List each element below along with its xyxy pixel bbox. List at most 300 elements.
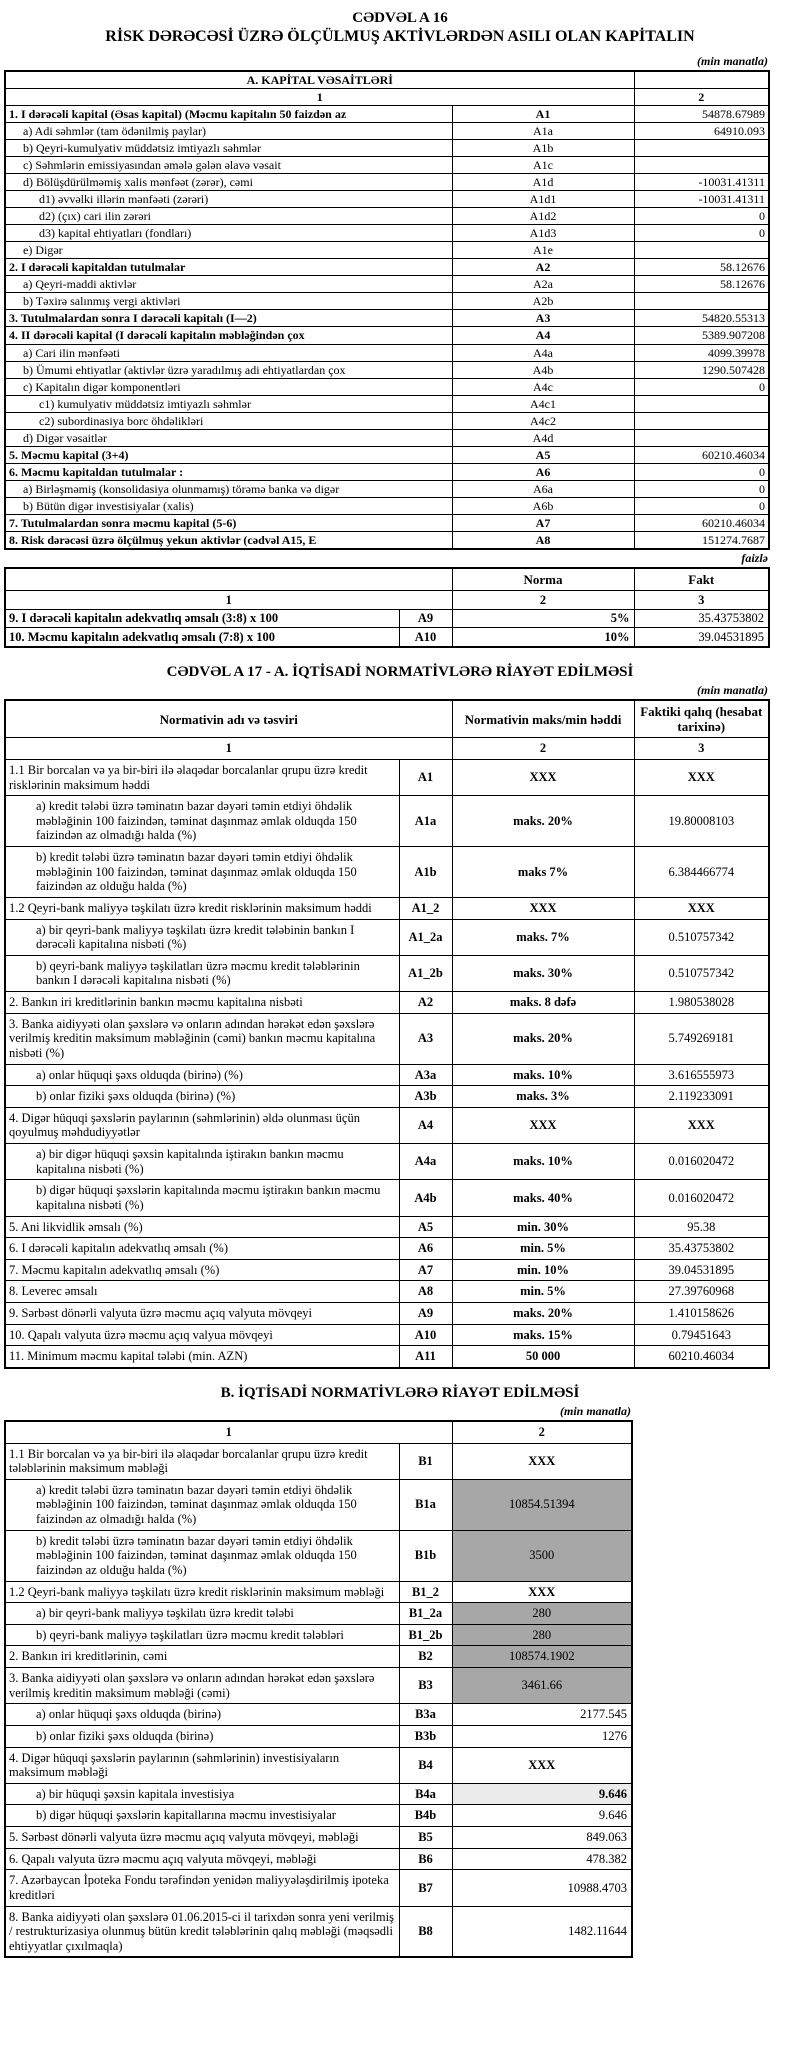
row-code: B1	[399, 1443, 452, 1479]
row-code: A1e	[452, 242, 634, 259]
row-fact: 1.410158626	[634, 1303, 769, 1325]
row-limit: 50 000	[452, 1346, 634, 1368]
row-code: A1_2b	[399, 955, 452, 991]
row-code: A1d1	[452, 191, 634, 208]
row-label: b) qeyri-bank maliyyə təşkilatları üzrə məcmu kredit tələbləri	[5, 1624, 399, 1646]
row-fact: 5.749269181	[634, 1013, 769, 1064]
row-fact: 0.016020472	[634, 1144, 769, 1180]
row-label: b) Bütün digər investisiyalar (xalis)	[5, 497, 452, 514]
ratios-header-empty-cell	[5, 568, 452, 591]
row-value: 54878.67989	[634, 106, 769, 123]
row-code: B7	[399, 1870, 452, 1906]
column-number-row	[5, 738, 769, 760]
row-value	[634, 429, 769, 446]
row-label: 8. Leverec əmsalı	[5, 1281, 399, 1303]
row-code: B5	[399, 1827, 452, 1849]
table-row	[5, 497, 769, 514]
page-subtitle: RİSK DƏRƏCƏSİ ÜZRƏ ÖLÇÜLMUŞ AKTİVLƏRDƏN ASILI OLAN KAPİTALIN	[105, 28, 695, 45]
row-label: 5. Ani likvidlik əmsalı (%)	[5, 1216, 399, 1238]
table-row	[5, 1281, 769, 1303]
table-row	[5, 1805, 632, 1827]
row-value: -10031.41311	[634, 174, 769, 191]
col-number: 2	[634, 89, 769, 106]
row-fact: 1.980538028	[634, 992, 769, 1014]
row-label: 3. Banka aidiyyəti olan şəxslərə və onların adından hərəkət edən şəxslərə verilmiş kreditin maksimum məbləği (cəmi)	[5, 1668, 399, 1704]
table-row	[5, 1725, 632, 1747]
row-value: 0	[634, 225, 769, 242]
table-row	[5, 480, 769, 497]
row-label: a) bir qeyri-bank maliyyə təşkilatı üzrə kredit tələbi	[5, 1603, 399, 1625]
table-row	[5, 1259, 769, 1281]
table-row	[5, 1064, 769, 1086]
row-code: A4b	[399, 1180, 452, 1216]
row-code: A1d2	[452, 208, 634, 225]
table-row	[5, 1013, 769, 1064]
table-row	[5, 1346, 769, 1368]
row-limit: maks. 10%	[452, 1064, 634, 1086]
row-code: A2	[452, 259, 634, 276]
row-label: 1. I dərəcəli kapital (Əsas kapital) (Məcmu kapitalın 50 faizdən az	[5, 106, 452, 123]
row-label: 11. Minimum məcmu kapital tələbi (min. AZN)	[5, 1346, 399, 1368]
row-value: 58.12676	[634, 259, 769, 276]
row-code: A1d3	[452, 225, 634, 242]
row-limit: maks. 20%	[452, 1303, 634, 1325]
row-limit: maks. 8 dəfə	[452, 992, 634, 1014]
page-title: CƏDVƏL A 16	[352, 10, 448, 26]
row-code: A9	[399, 1303, 452, 1325]
row-label: b) onlar fiziki şəxs olduqda (birinə) (%)	[5, 1086, 399, 1108]
percent-note: faizlə	[741, 550, 768, 565]
row-fact: 0.510757342	[634, 955, 769, 991]
row-code: B3	[399, 1668, 452, 1704]
row-label: a) onlar hüquqi şəxs olduqda (birinə) (%)	[5, 1064, 399, 1086]
row-label: 2. I dərəcəli kapitaldan tutulmalar	[5, 259, 452, 276]
table-row	[5, 242, 769, 259]
table-row	[5, 157, 769, 174]
limit-header-cell: Normativin maks/min həddi	[452, 700, 634, 738]
row-value: 1276	[452, 1725, 632, 1747]
capital-funds-rows	[5, 106, 769, 549]
row-value	[634, 242, 769, 259]
row-code: A1a	[452, 123, 634, 140]
row-value: 0	[634, 208, 769, 225]
row-fact: XXX	[634, 1107, 769, 1143]
row-code: A1c	[452, 157, 634, 174]
b-section-title: B. İQTİSADİ NORMATİVLƏRƏ RİAYƏT EDİLMƏSİ	[220, 1384, 580, 1401]
table-row	[5, 208, 769, 225]
unit-note-a17: (min manatla)	[696, 682, 768, 697]
table-header-row	[5, 700, 769, 738]
col-number: 1	[5, 89, 634, 106]
unit-note-b: (min manatla)	[559, 1403, 631, 1418]
row-code: A1b	[452, 140, 634, 157]
row-value: 108574.1902	[452, 1646, 632, 1668]
row-limit: maks 7%	[452, 847, 634, 898]
row-code: B1_2a	[399, 1603, 452, 1625]
row-value: 280	[452, 1603, 632, 1625]
row-label: b) digər hüquqi şəxslərin kapitallarına məcmu investisiyalar	[5, 1805, 399, 1827]
row-code: A4c2	[452, 412, 634, 429]
row-label: 6. Məcmu kapitaldan tutulmalar :	[5, 463, 452, 480]
row-code: B2	[399, 1646, 452, 1668]
row-code: B4b	[399, 1805, 452, 1827]
row-label: 7. Azərbaycan İpoteka Fondu tərəfindən yenidən maliyyələşdirilmiş ipoteka kreditləri	[5, 1870, 399, 1906]
row-value: 0	[634, 463, 769, 480]
table-row	[5, 1646, 632, 1668]
row-label: d3) kapital ehtiyatları (fondları)	[5, 225, 452, 242]
capital-header-cell: A. KAPİTAL VƏSAİTLƏRİ	[5, 71, 634, 89]
row-code: A2b	[452, 293, 634, 310]
table-row	[5, 847, 769, 898]
row-code: A3b	[399, 1086, 452, 1108]
row-code: B3a	[399, 1704, 452, 1726]
table-row	[5, 1443, 632, 1479]
row-code: A1a	[399, 796, 452, 847]
row-label: d1) əvvəlki illərin mənfəəti (zərəri)	[5, 191, 452, 208]
row-code: B8	[399, 1906, 452, 1957]
row-code: A5	[399, 1216, 452, 1238]
section-b	[4, 1404, 633, 1959]
row-label: 1.1 Bir borcalan və ya bir-biri ilə əlaqədar borcalanlar qrupu üzrə kredit tələblərinin maksimum məbləği	[5, 1443, 399, 1479]
row-value: XXX	[452, 1443, 632, 1479]
row-code: A11	[399, 1346, 452, 1368]
table-row	[5, 1107, 769, 1143]
row-fact: XXX	[634, 897, 769, 919]
row-code: A3	[452, 310, 634, 327]
row-label: 8. Banka aidiyyəti olan şəxslərə 01.06.2015-ci il tarixdən sonra yeni verilmiş / restrukturizasiya olunmuş bütün kredit tələblərinin qalıq məbləği (məqsədli ehtiyyatlar çıxılmaqla)	[5, 1906, 399, 1957]
row-label: 10. Qapalı valyuta üzrə məcmu açıq valyua mövqeyi	[5, 1324, 399, 1346]
col-number: 3	[634, 738, 769, 760]
row-value: 2177.545	[452, 1704, 632, 1726]
row-value: XXX	[452, 1581, 632, 1603]
row-code: B6	[399, 1848, 452, 1870]
table-row	[5, 609, 769, 628]
row-value	[634, 140, 769, 157]
row-value: 5389.907208	[634, 327, 769, 344]
row-code: B1a	[399, 1479, 452, 1530]
row-code: A4	[399, 1107, 452, 1143]
row-fact: 0.79451643	[634, 1324, 769, 1346]
a17-section-title: CƏDVƏL A 17 - A. İQTİSADİ NORMATİVLƏRƏ RİAYƏT EDİLMƏSİ	[166, 663, 634, 680]
table-row	[5, 310, 769, 327]
table-row	[5, 1479, 632, 1530]
row-label: d) Bölüşdürülməmiş xalis mənfəət (zərər), cəmi	[5, 174, 452, 191]
column-number-row	[5, 591, 769, 610]
row-value	[634, 395, 769, 412]
row-code: A1b	[399, 847, 452, 898]
row-code: A8	[452, 531, 634, 549]
table-row	[5, 1324, 769, 1346]
row-fact: 39.04531895	[634, 1259, 769, 1281]
row-code: A3	[399, 1013, 452, 1064]
row-fakt: 39.04531895	[634, 628, 769, 647]
row-value: 849.063	[452, 1827, 632, 1849]
row-value	[634, 157, 769, 174]
row-fact: 2.119233091	[634, 1086, 769, 1108]
row-value: 478.382	[452, 1848, 632, 1870]
col-number: 1	[5, 1421, 452, 1443]
table-row	[5, 1086, 769, 1108]
row-value: 280	[452, 1624, 632, 1646]
row-value: 4099.39978	[634, 344, 769, 361]
norma-header-cell: Norma	[452, 568, 634, 591]
row-label: 1.2 Qeyri-bank maliyyə təşkilatı üzrə kredit risklərinin maksimum məbləği	[5, 1581, 399, 1603]
table-row	[5, 463, 769, 480]
capital-header-empty-cell	[634, 71, 769, 89]
row-code: A10	[399, 1324, 452, 1346]
row-value: 9.646	[452, 1783, 632, 1805]
row-label: 2. Bankın iri kreditlərinin bankın məcmu kapitalına nisbəti	[5, 992, 399, 1014]
ratios-rows	[5, 609, 769, 647]
row-value: 10854.51394	[452, 1479, 632, 1530]
row-limit: maks. 3%	[452, 1086, 634, 1108]
row-label: b) onlar fiziki şəxs olduqda (birinə)	[5, 1725, 399, 1747]
row-label: a) Qeyri-maddi aktivlər	[5, 276, 452, 293]
table-row	[5, 955, 769, 991]
row-value: 58.12676	[634, 276, 769, 293]
row-value	[634, 412, 769, 429]
table-row	[5, 1704, 632, 1726]
capital-funds-header	[5, 71, 769, 106]
row-label: a) bir digər hüquqi şəxsin kapitalında iştirakın bankın məcmu kapitalına nisbəti (%)	[5, 1144, 399, 1180]
row-code: A5	[452, 446, 634, 463]
row-value: 3461.66	[452, 1668, 632, 1704]
row-code: B1_2	[399, 1581, 452, 1603]
table-row	[5, 1530, 632, 1581]
row-fact: 35.43753802	[634, 1238, 769, 1260]
section-a16	[4, 54, 770, 648]
table-row	[5, 1624, 632, 1646]
table-row	[5, 293, 769, 310]
row-label: c1) kumulyativ müddətsiz imtiyazlı səhmlər	[5, 395, 452, 412]
table-row	[5, 759, 769, 795]
row-value: 60210.46034	[634, 514, 769, 531]
row-label: e) Digər	[5, 242, 452, 259]
table-row	[5, 628, 769, 647]
row-code: A8	[399, 1281, 452, 1303]
table-row	[5, 123, 769, 140]
row-code: A4a	[452, 344, 634, 361]
row-limit: maks. 15%	[452, 1324, 634, 1346]
row-fact: XXX	[634, 759, 769, 795]
row-label: b) Ümumi ehtiyatlar (aktivlər üzrə yaradılmış adi ehtiyatlardan çox	[5, 361, 452, 378]
row-label: 4. Digər hüquqi şəxslərin paylarının (səhmlərinin) investisiyaların maksimum məbləği	[5, 1747, 399, 1783]
row-fact: 95.38	[634, 1216, 769, 1238]
row-label: 7. Məcmu kapitalın adekvatlıq əmsalı (%)	[5, 1259, 399, 1281]
row-label: 1.1 Bir borcalan və ya bir-biri ilə əlaqədar borcalanlar qrupu üzrə kredit risklərinin maksimum həddi	[5, 759, 399, 795]
row-label: 2. Bankın iri kreditlərinin, cəmi	[5, 1646, 399, 1668]
row-code: A10	[399, 628, 452, 647]
row-fact: 0.016020472	[634, 1180, 769, 1216]
row-fact: 19.80008103	[634, 796, 769, 847]
table-row	[5, 1906, 632, 1957]
row-code: A3a	[399, 1064, 452, 1086]
row-limit: XXX	[452, 1107, 634, 1143]
table-row	[5, 361, 769, 378]
row-label: d2) (çıx) cari ilin zərəri	[5, 208, 452, 225]
row-code: A4c	[452, 378, 634, 395]
table-row	[5, 1144, 769, 1180]
row-code: B1_2b	[399, 1624, 452, 1646]
col-number: 2	[452, 1421, 632, 1443]
row-code: A6	[399, 1238, 452, 1260]
row-label: c) Səhmlərin emissiyasından əmələ gələn əlavə vəsait	[5, 157, 452, 174]
row-value: 9.646	[452, 1805, 632, 1827]
row-label: a) Birləşməmiş (konsolidasiya olunmamış) törəmə banka və digər	[5, 480, 452, 497]
fact-header-cell: Faktiki qalıq (hesabat tarixinə)	[634, 700, 769, 738]
row-code: A7	[452, 514, 634, 531]
table-header-row	[5, 71, 769, 89]
table-row	[5, 992, 769, 1014]
row-code: B4a	[399, 1783, 452, 1805]
row-label: 5. Məcmu kapital (3+4)	[5, 446, 452, 463]
row-code: A4a	[399, 1144, 452, 1180]
row-label: b) kredit tələbi üzrə təminatın bazar dəyəri təmin etdiyi öhdəlik məbləğinin 100 faizindən, təminat daşınmaz əmlak olduqda 150 faizindən az olduğu halda (%)	[5, 1530, 399, 1581]
normatives-a-header	[5, 700, 769, 760]
row-label: 1.2 Qeyri-bank maliyyə təşkilatı üzrə kredit risklərinin maksimum həddi	[5, 897, 399, 919]
row-fakt: 35.43753802	[634, 609, 769, 628]
row-limit: XXX	[452, 897, 634, 919]
table-row	[5, 919, 769, 955]
normatives-b-rows	[5, 1443, 632, 1957]
table-row	[5, 344, 769, 361]
row-code: B4	[399, 1747, 452, 1783]
table-row	[5, 259, 769, 276]
normatives-a-rows	[5, 759, 769, 1368]
table-row	[5, 191, 769, 208]
row-value: 1290.507428	[634, 361, 769, 378]
row-limit: min. 10%	[452, 1259, 634, 1281]
row-code: A2	[399, 992, 452, 1014]
table-row	[5, 106, 769, 123]
row-code: B1b	[399, 1530, 452, 1581]
row-label: 9. Sərbəst dönərli valyuta üzrə məcmu açıq valyuta mövqeyi	[5, 1303, 399, 1325]
row-fact: 60210.46034	[634, 1346, 769, 1368]
col-number: 1	[5, 738, 452, 760]
row-label: 10. Məcmu kapitalın adekvatlıq əmsalı (7:8) x 100	[5, 628, 399, 647]
ratios-header	[5, 568, 769, 609]
table-row	[5, 1747, 632, 1783]
table-row	[5, 1668, 632, 1704]
table-row	[5, 1180, 769, 1216]
row-label: 6. I dərəcəli kapitalın adekvatlıq əmsalı (%)	[5, 1238, 399, 1260]
row-label: 5. Sərbəst dönərli valyuta üzrə məcmu açıq valyuta mövqeyi, məbləği	[5, 1827, 399, 1849]
table-row	[5, 897, 769, 919]
row-code: A4d	[452, 429, 634, 446]
row-limit: min. 5%	[452, 1238, 634, 1260]
row-label: b) Qeyri-kumulyativ müddətsiz imtiyazlı səhmlər	[5, 140, 452, 157]
row-label: a) Cari ilin mənfəəti	[5, 344, 452, 361]
table-row	[5, 378, 769, 395]
row-label: 4. II dərəcəli kapital (I dərəcəli kapitalın məbləğindən çox	[5, 327, 452, 344]
row-value: XXX	[452, 1747, 632, 1783]
table-row	[5, 140, 769, 157]
row-code: B3b	[399, 1725, 452, 1747]
row-label: a) bir qeyri-bank maliyyə təşkilatı üzrə kredit tələbinin bankın I dərəcəli kapitalına nisbəti (%)	[5, 919, 399, 955]
row-limit: maks. 10%	[452, 1144, 634, 1180]
row-label: a) kredit tələbi üzrə təminatın bazar dəyəri təmin etdiyi öhdəlik məbləğinin 100 faizindən, təminat daşınmaz əmlak olduqda 150 faizindən az olmadığı halda (%)	[5, 1479, 399, 1530]
row-label: 8. Risk dərəcəsi üzrə ölçülmuş yekun aktivlər (cədvəl A15, E	[5, 531, 452, 549]
table-row	[5, 1848, 632, 1870]
normative-name-header-cell: Normativin adı və təsviri	[5, 700, 452, 738]
table-row	[5, 225, 769, 242]
row-label: 9. I dərəcəli kapitalın adekvatlıq əmsalı (3:8) x 100	[5, 609, 399, 628]
row-code: A9	[399, 609, 452, 628]
row-label: a) kredit tələbi üzrə təminatın bazar dəyəri təmin etdiyi öhdəlik məbləğinin 100 faizindən, təminat daşınmaz əmlak olduqda 150 faizindən az olmadığı halda (%)	[5, 796, 399, 847]
unit-note-a16: (min manatla)	[696, 54, 768, 68]
row-limit: XXX	[452, 759, 634, 795]
row-value	[634, 293, 769, 310]
table-row	[5, 1870, 632, 1906]
table-row	[5, 1603, 632, 1625]
row-limit: maks. 40%	[452, 1180, 634, 1216]
row-code: A6a	[452, 480, 634, 497]
normatives-table-a	[4, 699, 770, 1369]
row-code: A4b	[452, 361, 634, 378]
table-row	[5, 1783, 632, 1805]
row-label: b) kredit tələbi üzrə təminatın bazar dəyəri təmin etdiyi öhdəlik məbləğinin 100 faizindən, təminat daşınmaz əmlak olduqda 150 faizindən az olduğu halda (%)	[5, 847, 399, 898]
row-value: 1482.11644	[452, 1906, 632, 1957]
row-value: 3500	[452, 1530, 632, 1581]
row-label: d) Digər vəsaitlər	[5, 429, 452, 446]
row-code: A4	[452, 327, 634, 344]
table-row	[5, 1827, 632, 1849]
row-value: 0	[634, 378, 769, 395]
table-row	[5, 429, 769, 446]
row-code: A7	[399, 1259, 452, 1281]
column-number-row	[5, 89, 769, 106]
row-fact: 6.384466774	[634, 847, 769, 898]
row-code: A4c1	[452, 395, 634, 412]
row-label: c2) subordinasiya borc öhdəlikləri	[5, 412, 452, 429]
row-value: 54820.55313	[634, 310, 769, 327]
col-number: 2	[452, 591, 634, 610]
row-label: b) digər hüquqi şəxslərin kapitalında məcmu iştirakın bankın məcmu kapitalına nisbəti (%)	[5, 1180, 399, 1216]
table-row	[5, 446, 769, 463]
row-label: c) Kapitalın digər komponentləri	[5, 378, 452, 395]
row-code: A1d	[452, 174, 634, 191]
fakt-header-cell: Fakt	[634, 568, 769, 591]
row-label: 7. Tutulmalardan sonra məcmu kapital (5-6)	[5, 514, 452, 531]
table-row	[5, 1303, 769, 1325]
col-number: 1	[5, 591, 452, 610]
row-limit: maks. 30%	[452, 955, 634, 991]
row-limit: min. 5%	[452, 1281, 634, 1303]
row-fact: 0.510757342	[634, 919, 769, 955]
col-number: 2	[452, 738, 634, 760]
table-row	[5, 514, 769, 531]
row-code: A1	[452, 106, 634, 123]
row-label: 6. Qapalı valyuta üzrə məcmu açıq valyuta mövqeyi, məbləği	[5, 1848, 399, 1870]
row-code: A1	[399, 759, 452, 795]
row-label: 3. Tutulmalardan sonra I dərəcəli kapitalı (I—2)	[5, 310, 452, 327]
table-row	[5, 174, 769, 191]
table-row	[5, 395, 769, 412]
row-label: 4. Digər hüquqi şəxslərin paylarının (səhmlərinin) əldə olunması üçün qoyulmuş məhdudiyyətlər	[5, 1107, 399, 1143]
row-fact: 27.39760968	[634, 1281, 769, 1303]
row-value: 0	[634, 497, 769, 514]
table-header-row	[5, 568, 769, 591]
row-value: 10988.4703	[452, 1870, 632, 1906]
row-fact: 3.616555973	[634, 1064, 769, 1086]
table-row	[5, 1216, 769, 1238]
row-code: A2a	[452, 276, 634, 293]
row-label: a) bir hüquqi şəxsin kapitala investisiya	[5, 1783, 399, 1805]
row-value: 60210.46034	[634, 446, 769, 463]
table-row	[5, 276, 769, 293]
column-number-row	[5, 1421, 632, 1443]
row-code: A6	[452, 463, 634, 480]
